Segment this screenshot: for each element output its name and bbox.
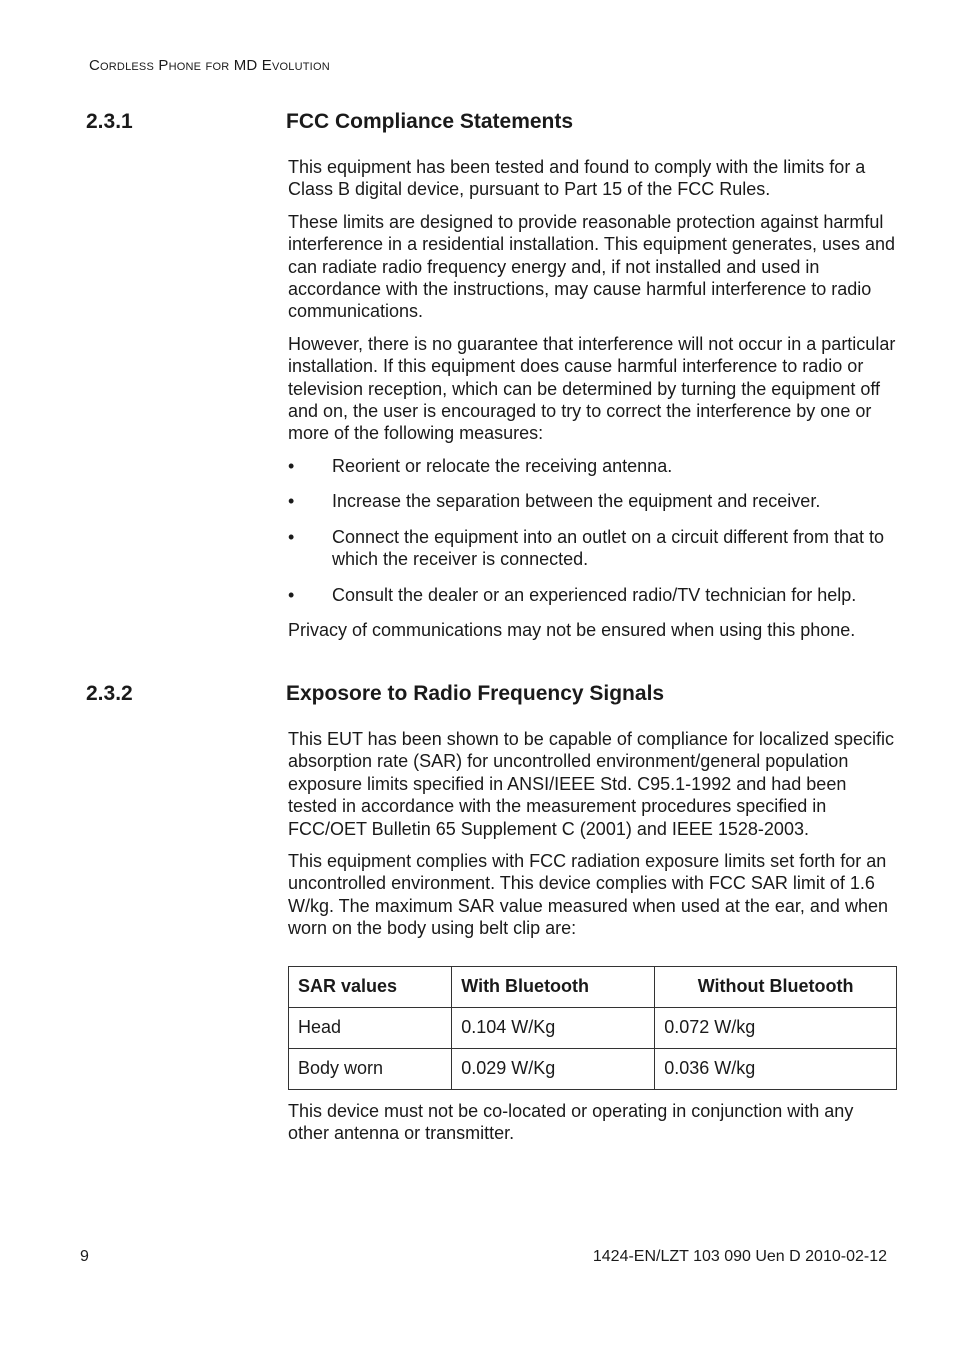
list-item-text: Reorient or relocate the receiving antenna. <box>332 455 673 476</box>
list-item <box>288 584 898 606</box>
table-cell: Head <box>289 1007 452 1048</box>
bullet-icon: • <box>288 491 295 512</box>
paragraph: These limits are designed to provide reasonable protection against harmful interference in a residential installation. This equipment generates, uses and can radiate radio frequency energy and, if not installed and used in accordance with the instructions, may cause harmful interference to radio communications. <box>288 211 896 322</box>
bullet-icon: • <box>288 584 295 605</box>
table-row <box>289 1007 897 1048</box>
section-number: 2.3.1 <box>86 110 133 133</box>
section-title: Exposore to Radio Frequency Signals <box>286 682 665 705</box>
list-item <box>288 455 898 477</box>
table-cell: Body worn <box>289 1048 452 1089</box>
table-header-row <box>289 966 897 1007</box>
paragraph: However, there is no guarantee that interference will not occur in a particular installation. If this equipment does cause harmful interference to radio or television reception, which can be determined by turning the equipment off and on, the user is encouraged to try to correct the interference by one or more of the following measures: <box>288 333 896 444</box>
section-title: FCC Compliance Statements <box>286 110 574 133</box>
table-header-cell: SAR values <box>289 966 452 1007</box>
section-body-fcc <box>288 156 898 651</box>
table-cell: 0.036 W/kg <box>655 1048 897 1089</box>
paragraph: Privacy of communications may not be ensured when using this phone. <box>288 619 856 640</box>
list-item-text: Increase the separation between the equipment and receiver. <box>332 491 821 512</box>
document-id: 1424-EN/LZT 103 090 Uen D 2010-02-12 <box>592 1248 887 1265</box>
measures-list <box>288 455 898 606</box>
running-header: Cordless Phone for MD Evolution <box>89 57 330 74</box>
section-heading-rf-exposure <box>86 682 664 706</box>
page-number: 9 <box>80 1248 89 1265</box>
table-cell: 0.072 W/kg <box>655 1007 897 1048</box>
paragraph: This equipment has been tested and found to comply with the limits for a Class B digital device, pursuant to Part 15 of the FCC Rules. <box>288 157 866 200</box>
section-heading-fcc <box>86 110 573 134</box>
paragraph: This EUT has been shown to be capable of compliance for localized specific absorption rate (SAR) for uncontrolled environment/general population exposure limits specified in ANSI/IEEE Std. C95.1-1992 and had been tested in accordance with the measurement procedures specified in FCC/OET Bulletin 65 Supplement C (2001) and IEEE 1528-2003. <box>288 729 894 839</box>
table-header-cell: With Bluetooth <box>452 966 655 1007</box>
section-body-rf-exposure <box>288 728 898 1154</box>
table-cell: 0.029 W/Kg <box>452 1048 655 1089</box>
table-row <box>289 1048 897 1089</box>
paragraph: This equipment complies with FCC radiation exposure limits set forth for an uncontrolled environment. This device complies with FCC SAR limit of 1.6 W/kg. The maximum SAR value measured when used at the ear, and when worn on the body using belt clip are: <box>288 851 888 939</box>
section-number: 2.3.2 <box>86 682 133 705</box>
list-item <box>288 490 898 512</box>
table-header-cell: Without Bluetooth <box>655 966 897 1007</box>
list-item <box>288 526 898 571</box>
list-item-text: Consult the dealer or an experienced radio/TV technician for help. <box>332 584 857 605</box>
bullet-icon: • <box>288 526 295 547</box>
list-item-text: Connect the equipment into an outlet on a circuit different from that to which the receiver is connected. <box>332 526 884 570</box>
paragraph: This device must not be co-located or operating in conjunction with any other antenna or transmitter. <box>288 1100 854 1144</box>
table-cell: 0.104 W/Kg <box>452 1007 655 1048</box>
bullet-icon: • <box>288 455 295 476</box>
sar-table <box>288 966 897 1090</box>
